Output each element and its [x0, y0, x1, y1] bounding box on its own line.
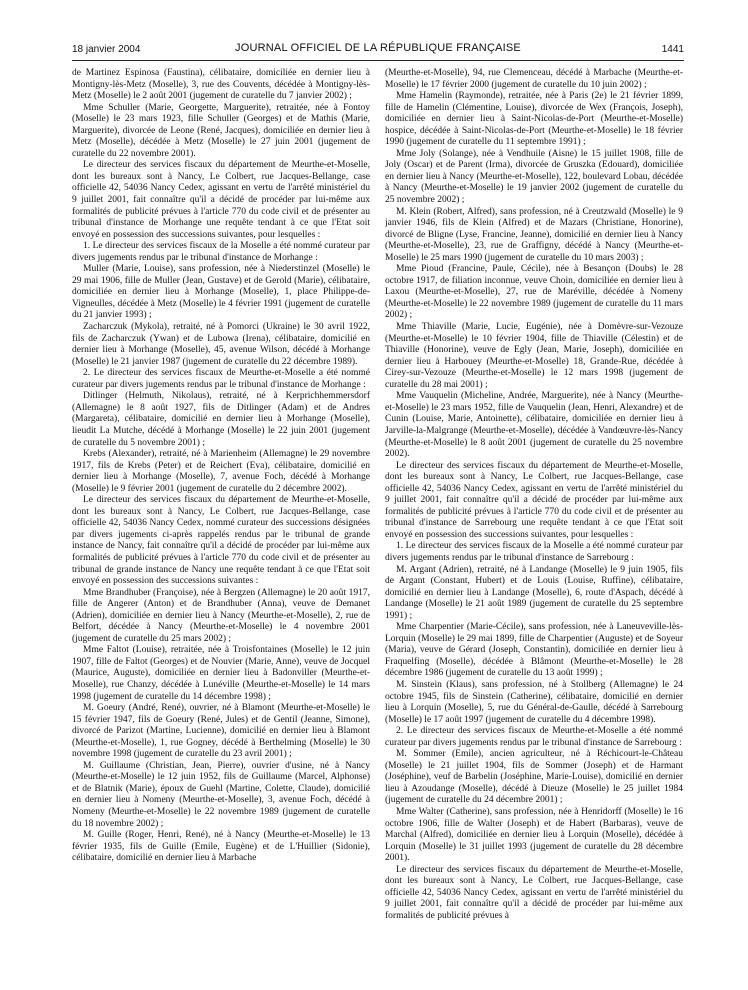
paragraph: Mme Charpentier (Marie-Cécile), sans profession, née à Laneuveville-lès-Lorquin (Moselle) le 29 mai 1899, fille de Charpentier (Auguste) et de Soyeur (Maria), veuve de Gérard (Joseph, Constantin), domiciliée en dernier lieu à Fraquelfing (Moselle), décédée à Blâmont (Meurthe-et-Moselle) le 28 décembre 1986 (jugement de curatelle du 13 août 1999) ;	[385, 622, 683, 679]
paragraph: Krebs (Alexander), retraité, né à Marienheim (Allemagne) le 29 novembre 1917, fils de Krebs (Peter) et de Reichert (Eva), célibataire, domicilié en dernier lieu à Morhange (Moselle), 7, avenue Foch, décédé à Morhange (Moselle) le 9 février 2001 (jugement de curatelle du 2 décembre 2002).	[72, 449, 370, 494]
paragraph: M. Goeury (André, René), ouvrier, né à Blamont (Meurthe-et-Moselle) le 15 février 1947, fils de Goeury (René, Jules) et de Gentil (Jeanne, Simone), divorcé de Parizot (Martine, Lucienne), domicilié en dernier lieu à Blamont (Meurthe-et-Moselle), 1, rue Gogney, décédé à Berthelming (Moselle) le 30 novembre 1998 (jugement de curatelle du 23 avril 2001) ;	[72, 703, 370, 760]
paragraph: M. Argant (Adrien), retraité, né à Landange (Moselle) le 9 juin 1905, fils de Argant (Constant, Hubert) et de Louis (Louise, Ruffine), célibataire, domicilié en dernier lieu à Landange (Moselle), 6, route d'Aspach, décédé à Landange (Moselle) le 21 août 1989 (jugement de curatelle du 25 septembre 1991) ;	[385, 564, 683, 621]
paragraph: Le directeur des services fiscaux du département de Meurthe-et-Moselle, dont les bureaux sont à Nancy, Le Colbert, rue Jacques-Bellange, case officielle 42, 54036 Nancy Cedex, agissant en vertu de l'arrêté ministériel du 9 juillet 2001, fait connaître qu'il a décidé de procéder par lui-même aux formalités de publicité prévues à	[385, 864, 683, 921]
header-date: 18 janvier 2004	[72, 44, 141, 55]
paragraph: Mme Vauquelin (Micheline, Andrée, Marguerite), née à Nancy (Meurthe-et-Moselle) le 23 mars 1952, fille de Vauquelin (Jean, Henri, Alexandre) et de Cunin (Louise, Marie, Antoinette), célibataire, domiciliée en dernier lieu à Jarville-la-Malgrange (Meurthe-et-Moselle), décédée à Vandœuvre-lès-Nancy (Meurthe-et-Moselle) le 8 août 2001 (jugement de curatelle du 25 novembre 2002).	[385, 391, 683, 460]
paragraph: M. Guillaume (Christian, Jean, Pierre), ouvrier d'usine, né à Nancy (Meurthe-et-Moselle) le 12 juin 1952, fils de Guillaume (Marcel, Alphonse) et de Blatnik (Marie), époux de Guehl (Martine, Colette, Claude), domicilié en dernier lieu à Nomeny (Meurthe-et-Moselle), 3, avenue Foch, décédé à Nomeny (Meurthe-et-Moselle) le 22 novembre 1989 (jugement de curatelle du 18 novembre 2002) ;	[72, 760, 370, 829]
paragraph: Mme Schuller (Marie, Georgette, Marguerite), retraitée, née à Fontoy (Moselle) le 23 mars 1923, fille Schuller (Georges) et de Mathis (Marie, Marguerite), divorcée de Leone (René, Jacques), domiciliée en dernier lieu à Metz (Moselle), décédée à Metz (Moselle) le 27 juin 2001 (jugement de curatelle du 22 novembre 2001).	[72, 102, 370, 159]
paragraph: M. Sinstein (Klaus), sans profession, né à Stollberg (Allemagne) le 24 octobre 1945, fils de Sinstein (Catherine), célibataire, domicilié en dernier lieu à Lorquin (Moselle), 5, rue du Général-de-Gaulle, décédé à Sarrebourg (Moselle) le 17 août 1997 (jugement de curatelle du 4 décembre 1998).	[385, 679, 683, 725]
paragraph: Mme Hamelin (Raymonde), retraitée, née à Paris (2e) le 21 février 1899, fille de Hamelin (Clémentine, Louise), divorcée de Wex (François, Joseph), domiciliée en dernier lieu à Saint-Nicolas-de-Port (Meurthe-et-Moselle) hospice, décédée à Saint-Nicolas-de-Port (Meurthe-et-Moselle) le 18 février 1990 (jugement de curatelle du 11 septembre 1991) ;	[385, 91, 683, 148]
paragraph: Le directeur des services fiscaux du département de Meurthe-et-Moselle, dont les bureaux sont à Nancy, Le Colbert, rue Jacques-Bellange, case officielle 42, 54036 Nancy Cedex, nommé curateur des successions désignées par divers jugements ci-après rappelés rendus par le tribunal de grande instance de Nancy, fait connaître qu'il a décidé de procéder par lui-même aux formalités de publicité prévues à l'article 770 du code civil et de présenter au tribunal de grande instance de Nancy une requête tendant à ce que l'Etat soit envoyé en possession des successions suivantes :	[72, 495, 370, 587]
right-column	[385, 68, 683, 973]
paragraph: Mme Joly (Solange), née à Vendhuile (Aisne) le 15 juillet 1908, fille de Joly (Oscar) et de Parent (Irma), divorcée de Gruszka (Edouard), domiciliée en dernier lieu à Nancy (Meurthe-et-Moselle), 122, boulevard Lobau, décédée à Nancy (Meurthe-et-Moselle) le 19 janvier 2002 (jugement de curatelle du 25 novembre 2002) ;	[385, 148, 683, 206]
page-header	[72, 42, 684, 60]
paragraph: Le directeur des services fiscaux du département de Meurthe-et-Moselle, dont les bureaux sont à Nancy, Le Colbert, rue Jacques-Bellange, case officielle 42, 54036 Nancy Cedex, agissant en vertu de l'arrêté ministériel du 9 juillet 2001, fait connaître qu'il a décidé de procéder par lui-même aux formalités de publicité prévues à l'article 770 du code civil et de présenter au tribunal d'instance de Sarrebourg une requête tendant à ce que l'Etat soit envoyé en possession des successions suivantes, pour lesquelles :	[385, 460, 683, 540]
paragraph: Muller (Marie, Louise), sans profession, née à Niederstinzel (Moselle) le 29 mai 1906, fille de Muller (Jean, Gustave) et de Gerold (Marie), célibataire, domiciliée en dernier lieu à Morhange (Moselle), 1, place Philippe-de-Vigneulles, décédée à Metz (Moselle) le 4 février 1991 (jugement de curatelle du 21 janvier 1993) ;	[72, 264, 370, 321]
journal-title: JOURNAL OFFICIEL DE LA RÉPUBLIQUE FRANÇAISE	[235, 42, 521, 54]
paragraph: Mme Brandhuber (Françoise), née à Bergzen (Allemagne) le 20 août 1917, fille de Angerer (Anton) et de Brandhuber (Anna), veuve de Demanet (Adrien), domiciliée en dernier lieu à Nancy (Meurthe-et-Moselle), 2, rue de Belfort, décédée à Nancy (Meurthe-et-Moselle) le 4 novembre 2001 (jugement de curatelle du 25 mars 2002) ;	[72, 587, 370, 644]
paragraph: Le directeur des services fiscaux du département de Meurthe-et-Moselle, dont les bureaux sont à Nancy, Le Colbert, rue Jacques-Bellange, case officielle 42, 54036 Nancy Cedex, agissant en vertu de l'arrêté ministériel du 9 juillet 2001, fait connaître qu'il a décidé de procéder par lui-même aux formalités de publicité prévues à l'article 770 du code civil et de présenter au tribunal d'instance de Morhange une requête tendant à ce que l'Etat soit envoyé en possession des successions suivantes, pour lesquelles :	[72, 160, 370, 240]
paragraph: Mme Thiaville (Marie, Lucie, Eugénie), née à Domèvre-sur-Vezouze (Meurthe-et-Moselle) le 10 février 1904, fille de Thiaville (Célestin) et de Thiaville (Honorine), veuve de Egly (Jean, Marie, Joseph), domiciliée en dernier lieu à Harbouey (Meurthe-et-Moselle) 18, Grande-Rue, décédée à Cirey-sur-Vezouze (Meurthe-et-Moselle) le 12 mars 1998 (jugement de curatelle du 28 mai 2001) ;	[385, 322, 683, 390]
paragraph: Mme Pioud (Francine, Paule, Cécile), née à Besançon (Doubs) le 28 octobre 1917, de filiation inconnue, veuve Choin, domiciliée en dernier lieu à Laxou (Meurthe-et-Moselle), 27, rue de Maréville, décédée à Nomeny (Meurthe-et-Moselle) le 22 novembre 1989 (jugement de curatelle du 11 mars 2002) ;	[385, 264, 683, 321]
header-divider	[72, 60, 684, 61]
paragraph: M. Klein (Robert, Alfred), sans profession, né à Creutzwald (Moselle) le 9 janvier 1946, fils de Klein (Alfred) et de Mazars (Christiane, Honorine), divorcé de Bligne (Lyse, Francine, Jeanne), domicilié en dernier lieu à Nancy (Meurthe-et-Moselle), 23, rue de Graffigny, décédé à Nancy (Meurthe-et-Moselle) le 25 mars 1990 (jugement de curatelle du 10 mars 2003) ;	[385, 206, 683, 263]
left-column	[72, 68, 370, 973]
paragraph: de Martinez Espinosa (Faustina), célibataire, domiciliée en dernier lieu à Montigny-lès-Metz (Moselle), 3, rue des Couvents, décédée à Montigny-lès-Metz (Moselle) le 2 août 2001 (jugement de curatelle du 7 janvier 2002) ;	[72, 68, 370, 102]
paragraph: M. Guille (Roger, Henri, René), né à Nancy (Meurthe-et-Moselle) le 13 février 1935, fils de Guille (Emile, Eugène) et de L'Huillier (Sidonie), célibataire, domicilié en dernier lieu à Marbache	[72, 830, 370, 864]
paragraph: 2. Le directeur des services fiscaux de Meurthe-et-Moselle a été nommé curateur par divers jugements rendus par le tribunal d'instance de Morhange :	[72, 368, 370, 390]
paragraph: Zacharczuk (Mykola), retraité, né à Pomorci (Ukraine) le 30 avril 1922, fils de Zacharczuk (Ywan) et de Lubowa (Irena), célibataire, domicilié en dernier lieu à Morhange (Moselle), 45, avenue Wilson, décédé à Morhange (Moselle) le 21 janvier 1987 (jugement de curatelle du 22 décembre 1989).	[72, 322, 370, 367]
paragraph: Ditlinger (Helmuth, Nikolaus), retraité, né à Kerprichhemmersdorf (Allemagne) le 8 août 1927, fils de Ditlinger (Adam) et de Andres (Margareta), célibataire, domicilié en dernier lieu à Morhange (Moselle), lieudit La Mutche, décédé à Morhange (Moselle) le 22 juin 2001 (jugement de curatelle du 5 novembre 2001) ;	[72, 391, 370, 448]
paragraph: (Meurthe-et-Moselle), 94, rue Clemenceau, décédé à Marbache (Meurthe-et-Moselle) le 17 février 2000 (jugement de curatelle du 10 juin 2002) ;	[385, 68, 683, 90]
paragraph: M. Sommer (Emile), ancien agriculteur, né à Réchicourt-le-Château (Moselle) le 21 juillet 1904, fils de Sommer (Joseph) et de Harmant (Joséphine), veuf de Barbelin (Joséphine, Marie-Louise), domicilié en dernier lieu à Azoudange (Moselle), décédé à Dieuze (Moselle) le 25 juillet 1984 (jugement de curatelle du 24 décembre 2001) ;	[385, 749, 683, 806]
paragraph: 2. Le directeur des services fiscaux de Meurthe-et-Moselle a été nommé curateur par divers jugements rendus par le tribunal d'instance de Sarrebourg :	[385, 726, 683, 748]
page-number: 1441	[661, 44, 684, 55]
paragraph: 1. Le directeur des services fiscaux de la Moselle a été nommé curateur par divers jugements rendus par le tribunal d'instance de Sarrebourg :	[385, 541, 683, 563]
paragraph: 1. Le directeur des services fiscaux de la Moselle a été nommé curateur par divers jugements rendus par le tribunal d'instance de Morhange :	[72, 241, 370, 263]
paragraph: Mme Walter (Catherine), sans profession, née à Henridorff (Moselle) le 16 octobre 1906, fille de Walter (Joseph) et de Habert (Barbaras), veuve de Marchal (Alfred), domiciliée en dernier lieu à Lorquin (Moselle), décédée à Lorquin (Moselle) le 31 juillet 1993 (jugement de curatelle du 28 décembre 2001).	[385, 807, 683, 864]
paragraph: Mme Faltot (Louise), retraitée, née à Troisfontaines (Moselle) le 12 juin 1907, fille de Faltot (Georges) et de Nouvier (Marie, Anne), veuve de Jocquel (Maurice, Auguste), domiciliée en dernier lieu à Badonviller (Meurthe-et-Moselle), rue Chanzy, décédée à Lunéville (Meurthe-et-Moselle) le 14 mars 1998 (jugement de curatelle du 14 décembre 1998) ;	[72, 645, 370, 702]
